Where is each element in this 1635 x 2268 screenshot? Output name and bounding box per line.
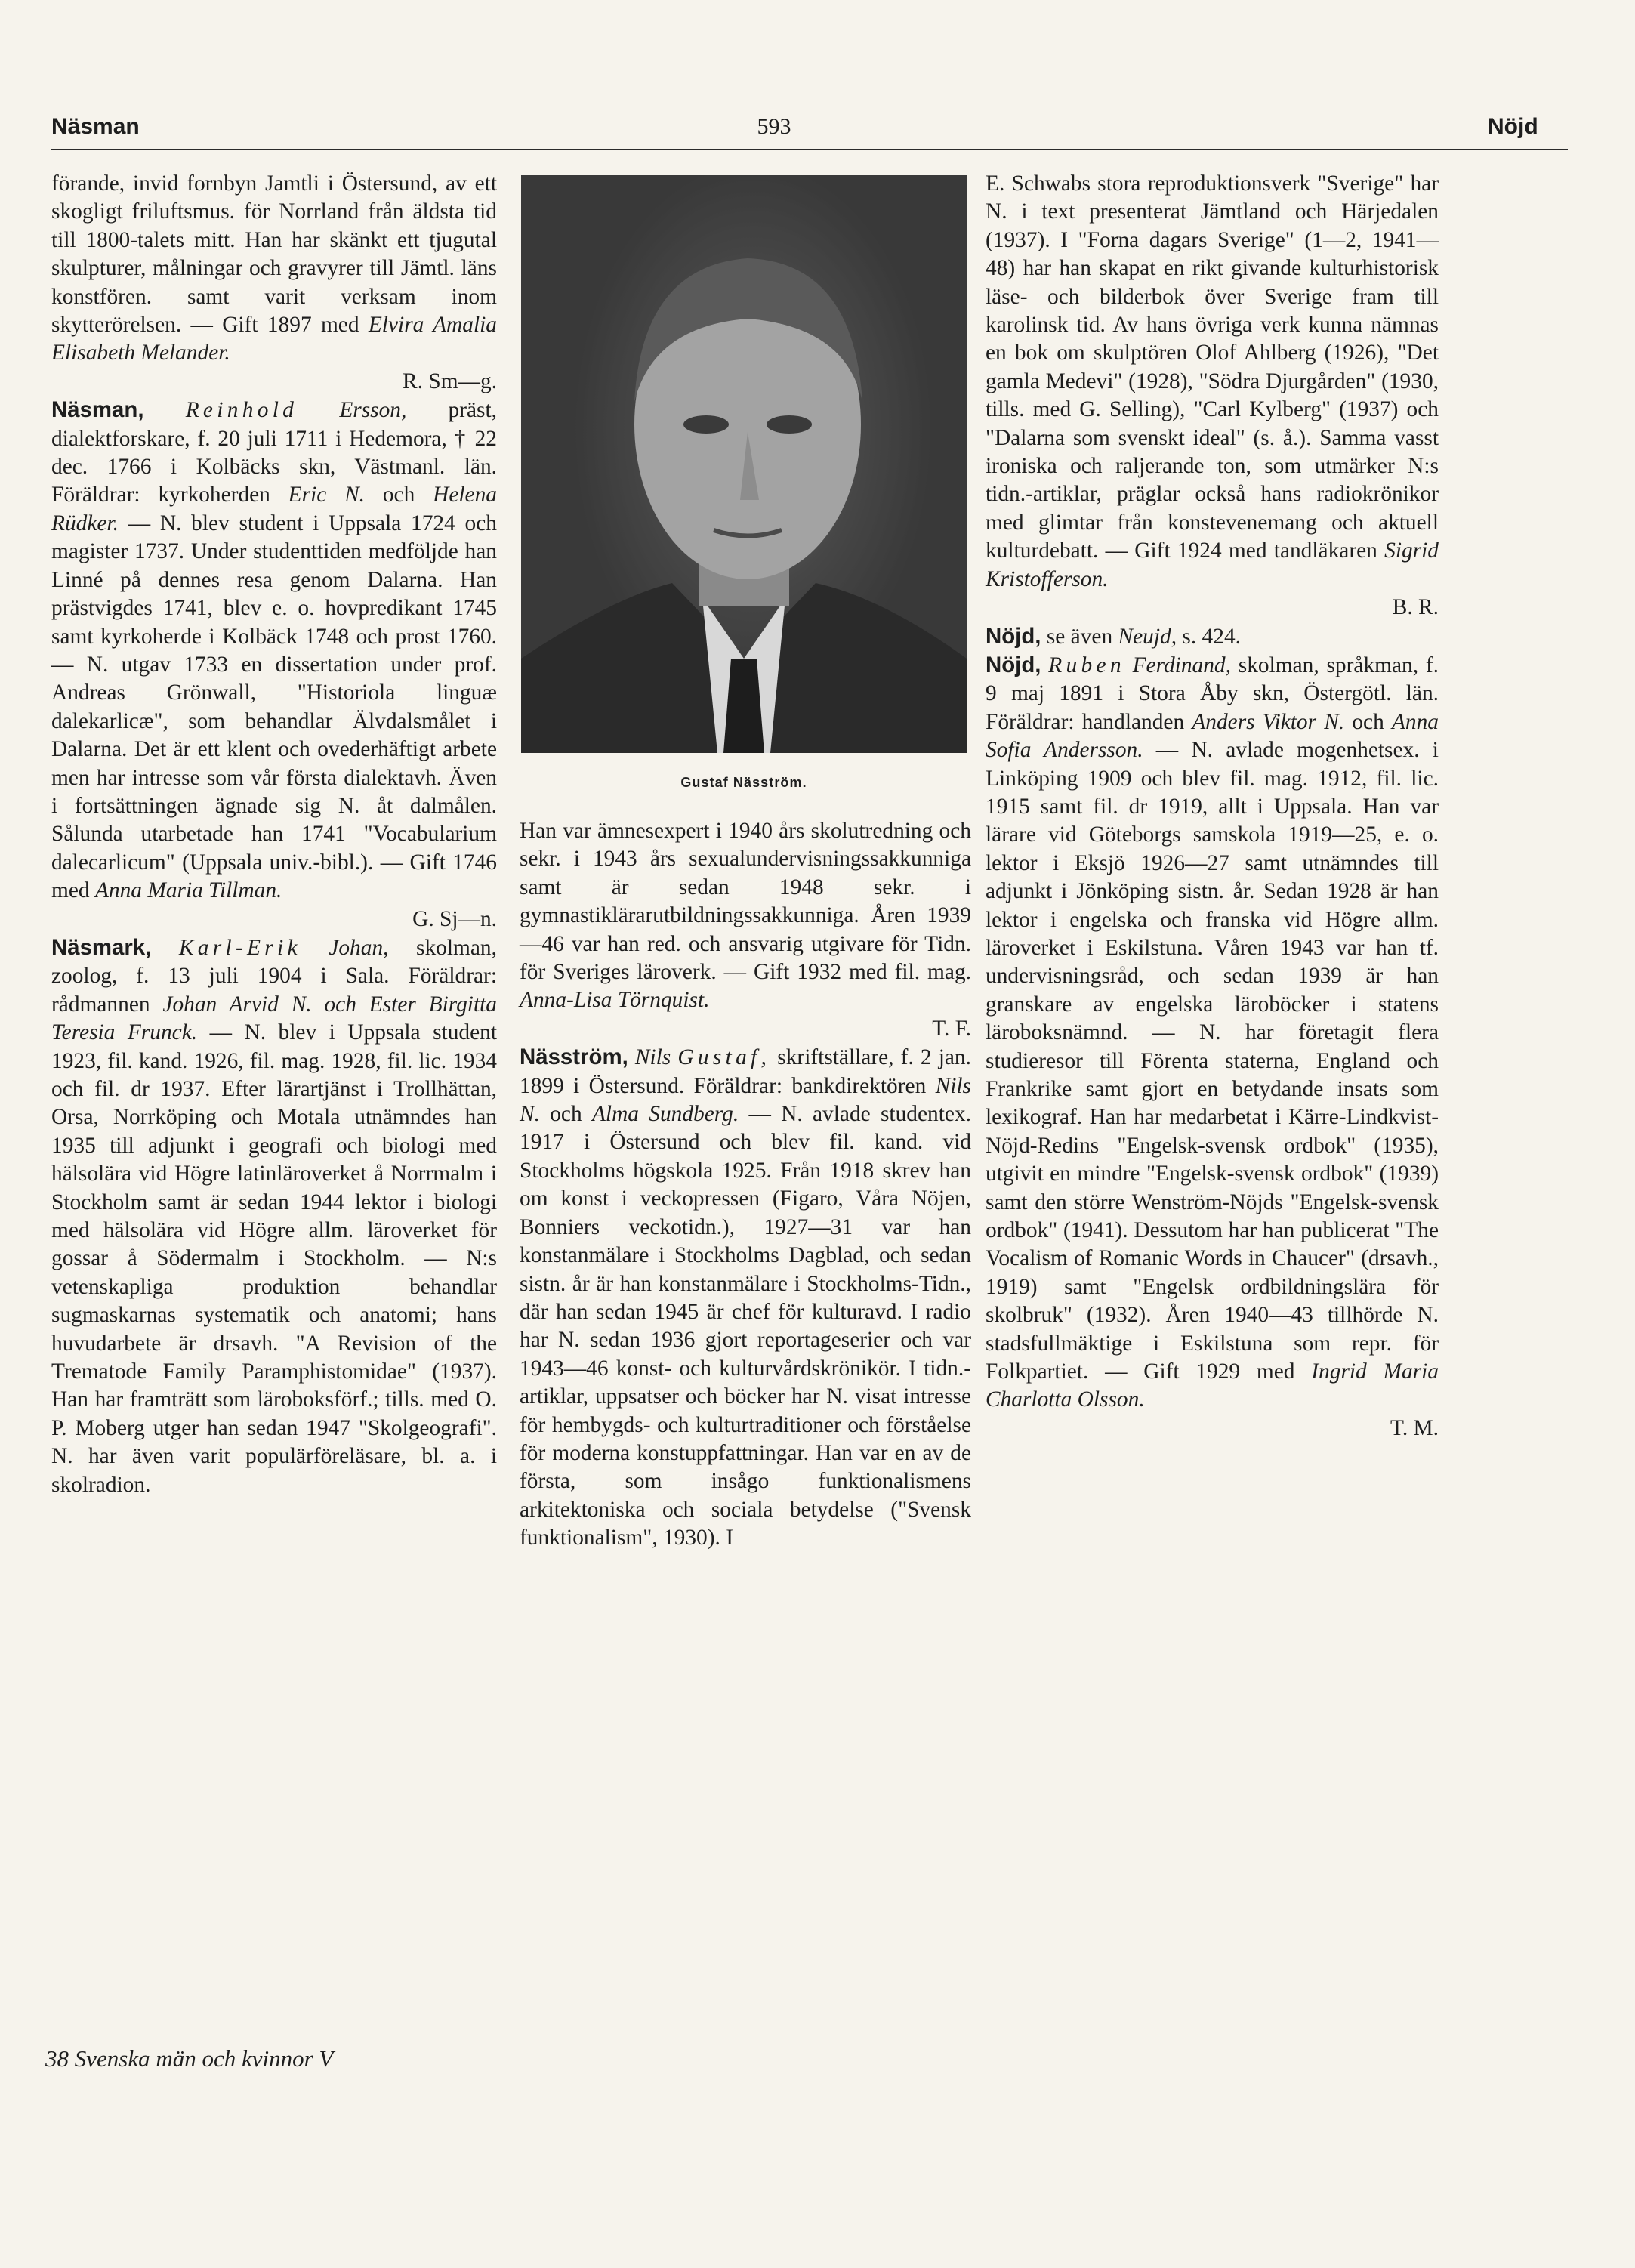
mother-name: Anna Sofia Andersson. [986,709,1439,763]
column-2 [520,817,971,1553]
column-1 [51,170,497,1499]
headword: Näsström, [520,1045,628,1070]
portrait-illustration [521,175,967,753]
entry-text: och [550,1102,582,1127]
entry-ruben-nojd [986,651,1439,1443]
entry-text: skolman, språkman, f. 9 maj 1891 i Stora Åby skn, Östergötl. län. Föräldrar: handlanden [986,653,1439,734]
spouse-name: Anna Maria Tillman. [94,878,282,903]
headword: Näsmark, [51,934,152,960]
entry-text: präst, dialektforskare, f. 20 juli 1711 i Hedemora, † 22 dec. 1766 i Kolbäcks skn, Västmanl. län. Föräldrar: kyrkoherden [51,398,497,508]
entry-text: och [382,483,415,508]
entry-text: — N. avlade studentex. 1917 i Östersund och blev fil. kand. vid Stockholms högskola 1925. Från 1918 skrev han om konst i veckopressen (Figaro, Våra Nöjen, Bonniers veckotidn.), 1927—31 var han konstanmälare i Stockholms Dagblad, och sedan sistn. år är han konstanmälare i Stockholms-Tidn., där han sedan 1945 är chef för kulturavd. I radio har N. sedan 1936 gjort reportageserier och var 1943—46 konst- och kulturvårdskrönikör. I tidn.-artiklar, uppsatser och böcker har N. visat intresse för hembygds- och kulturtraditioner och förståelse för moderna konstuppfattningar. Han var en av de första, som insågo funktionalismens arkitektoniska och sociala betydelse ("Svensk funktionalism", 1930). I [520,1102,971,1551]
footer-text: 38 Svenska män och kvinnor V [45,2045,334,2072]
entry-text: — N. blev student i Uppsala 1724 och magister 1737. Under studenttiden medföljde han Linné på dennes resa genom Dalarna. Han prästvigdes 1741, blev e. o. hovpredikant 1745 samt kyrkoherde i Kolbäck 1748 och prost 1760. — N. utgav 1733 en dissertation under prof. Andreas Grönwall, "Historiola linguæ dalekarlicæ", som behandlar Älvdalsmålet i Dalarna. Det är ett klent och ovederhäftigt arbete men har intresse som vår första dialektavh. Även i fortsättningen ägnade sig N. åt dalmålen. Sålunda utarbetade han 1741 "Vocabularium dalecarlicum" (Uppsala univ.-bibl.). — Gift 1746 med [51,511,497,903]
entry-continuation [51,170,497,396]
entry-karl-erik-nasmark [51,933,497,1499]
headword: Näsman, [51,397,144,423]
entry-text: skriftställare, f. 2 jan. 1899 i Östersund. Föräldrar: bankdirektören [520,1045,971,1098]
photo-caption: Gustaf Näsström. [680,775,807,790]
mother-name: Helena Rüdker. [51,483,497,535]
spouse-name: Ingrid Maria Charlotta Olsson. [986,1359,1439,1412]
author-signature: T. M. [1390,1415,1439,1440]
spouse-name: Elvira Amalia Elisabeth Melander. [51,313,497,366]
page-number: 593 [757,114,791,139]
father-name: Anders Viktor N. [1192,709,1345,734]
entry-text: — N. blev i Uppsala student 1923, fil. kand. 1926, fil. mag. 1928, fil. lic. 1934 och fil. dr 1937. Efter lärartjänst i Trollhättan, Orsa, Norrköping och Motala utnämndes han 1935 till adjunkt i geografi och biologi med hälsolära vid Högre latinläroverket å Norrmalm i Stockholm samt är sedan 1944 lektor i biologi med hälsolära vid Högre allm. läroverket för gossar å Södermalm i Stockholm. — N:s vetenskapliga produktion behandlar sugmaskarnas systematik och anatomi; hans huvudarbete är drsavh. "A Revision of the Trematode Family Paramphistomidae" (1937). Han har framträtt som läroboksförf.; tills. med O. P. Moberg utger han sedan 1947 "Skolgeografi". N. har även varit populärföreläsare, bl. a. i skolradion. [51,1020,497,1497]
entry-text: — N. avlade mogenhetsex. i Linköping 1909 och blev fil. mag. 1912, fil. lic. 1915 samt fil. dr 1919, allt i Uppsala. Han var lärare vid Göteborgs samskola 1919—25, e. o. lektor i Eksjö 1926—27 samt utnämndes till adjunkt i Jönköping sistn. år. Sedan 1928 är han lektor i engelska och franska vid Högre allm. läroverket i Eskilstuna. Våren 1943 var han tf. undervisningsråd, och sedan 1939 är han granskare av engelska läroböcker i statens läroboksnämnd. — N. har företagit flera studieresor till Förenta staterna, England och Frankrike samt gjort en betydande insats som lexikograf. Han har medarbetat i Kärre-Lindkvist-Nöjd-Redins "Engelsk-svensk ordbok" (1935), utgivit en mindre "Engelsk-svensk ordbok" (1939) samt den större Wenström-Nöjds "Engelsk-svensk ordbok" (1941). Dessutom har han publicerat "The Vocalism of Romanic Words in Chaucer" (drsavh., 1919) samt "Engelsk ordbildningslära för skolbruk" (1932). Åren 1940—43 tillhörde N. stadsfullmäktige i Eskilstuna som repr. för Folkpartiet. — Gift 1929 med [986,738,1439,1384]
column-3 [986,170,1439,1443]
entry-text: och [1352,709,1384,734]
cross-reference: Neujd, [1118,624,1177,649]
author-signature: T. F. [932,1016,971,1041]
headword: Nöjd, [986,652,1041,677]
entry-nils-gustaf-nasstrom [520,1043,971,1552]
given-name-2: Gustaf, [677,1045,771,1070]
entry-continuation [520,817,971,1043]
entry-text: se även [1046,624,1113,649]
spouse-name: Anna-Lisa Törnquist. [520,988,710,1013]
portrait-photo [521,175,967,753]
entry-text: E. Schwabs stora reproduktionsverk "Sverige" har N. i text presenterat Jämtland och Härjedalen (1937). I "Forna dagars Sverige" (1—2, 1941—48) har han skapat en rikt givande kulturhistorisk läse- och bilderbok över Sverige fram till karolinsk tid. Av hans övriga verk kunna nämnas en bok om skulptören Olof Ahlberg (1926), "Det gamla Medevi" (1928), "Södra Djurgården" (1930, tills. med G. Selling), "Carl Kylberg" (1937) och "Dalarna som svenskt ideal" (s. å.). Samma vasst ironiska och raljerande ton, som utmärker N:s tidn.-artiklar, präglar också hans radiokrönikor med glimtar från konstevenemang och aktuell kulturdebatt. — Gift 1924 med tandläkaren [986,171,1439,563]
running-head-left: Näsman [51,114,140,139]
headword: Nöjd, [986,623,1041,649]
given-name: Karl-Erik [178,935,301,960]
father-name: Eric N. [288,483,366,508]
entry-continuation [986,170,1439,622]
header-rule [51,149,1568,150]
given-name: Ruben [1048,653,1125,677]
parents-names: Johan Arvid N. och Ester Birgitta Teresia Frunck. [51,992,497,1045]
entry-text: Han var ämnesexpert i 1940 års skolutredning och sekr. i 1943 års sexualundervisningssakkunniga samt är sedan 1948 sekr. i gymnastiklärarutbildningssakkunniga. Åren 1939—46 var han red. och ansvarig utgivare för Tidn. för Sveriges läroverk. — Gift 1932 med fil. mag. [520,819,971,985]
given-name-2: Ferdinand, [1132,653,1231,677]
running-head-right: Nöjd [1488,114,1538,139]
entry-reinhold-nasman [51,396,497,933]
given-name-2: Johan, [329,935,389,960]
entry-text: s. 424. [1182,624,1241,649]
spouse-name: Sigrid Kristofferson. [986,538,1439,591]
patronym: Ersson, [339,398,407,423]
signature-mark [45,2044,333,2073]
entry-text: förande, invid fornbyn Jamtli i Östersund, av ett skogligt friluftsmus. för Norrland från äldsta tid till 1800-talets mitt. Han har skänkt ett tjugutal skulpturer, målningar och gravyrer till Jämtl. läns konstfören. samt varit verksam inom skytterörelsen. — Gift 1897 med [51,171,497,338]
father-name: Nils N. [520,1073,971,1127]
author-signature: R. Sm—g. [403,369,497,393]
given-name: Nils [634,1045,671,1070]
given-name: Reinhold [185,398,298,423]
author-signature: G. Sj—n. [412,906,497,931]
author-signature: B. R. [1392,595,1439,620]
entry-text: skolman, zoolog, f. 13 juli 1904 i Sala. Föräldrar: rådmannen [51,935,497,1017]
entry-nojd-reference [986,622,1439,651]
mother-name: Alma Sundberg. [591,1102,739,1127]
